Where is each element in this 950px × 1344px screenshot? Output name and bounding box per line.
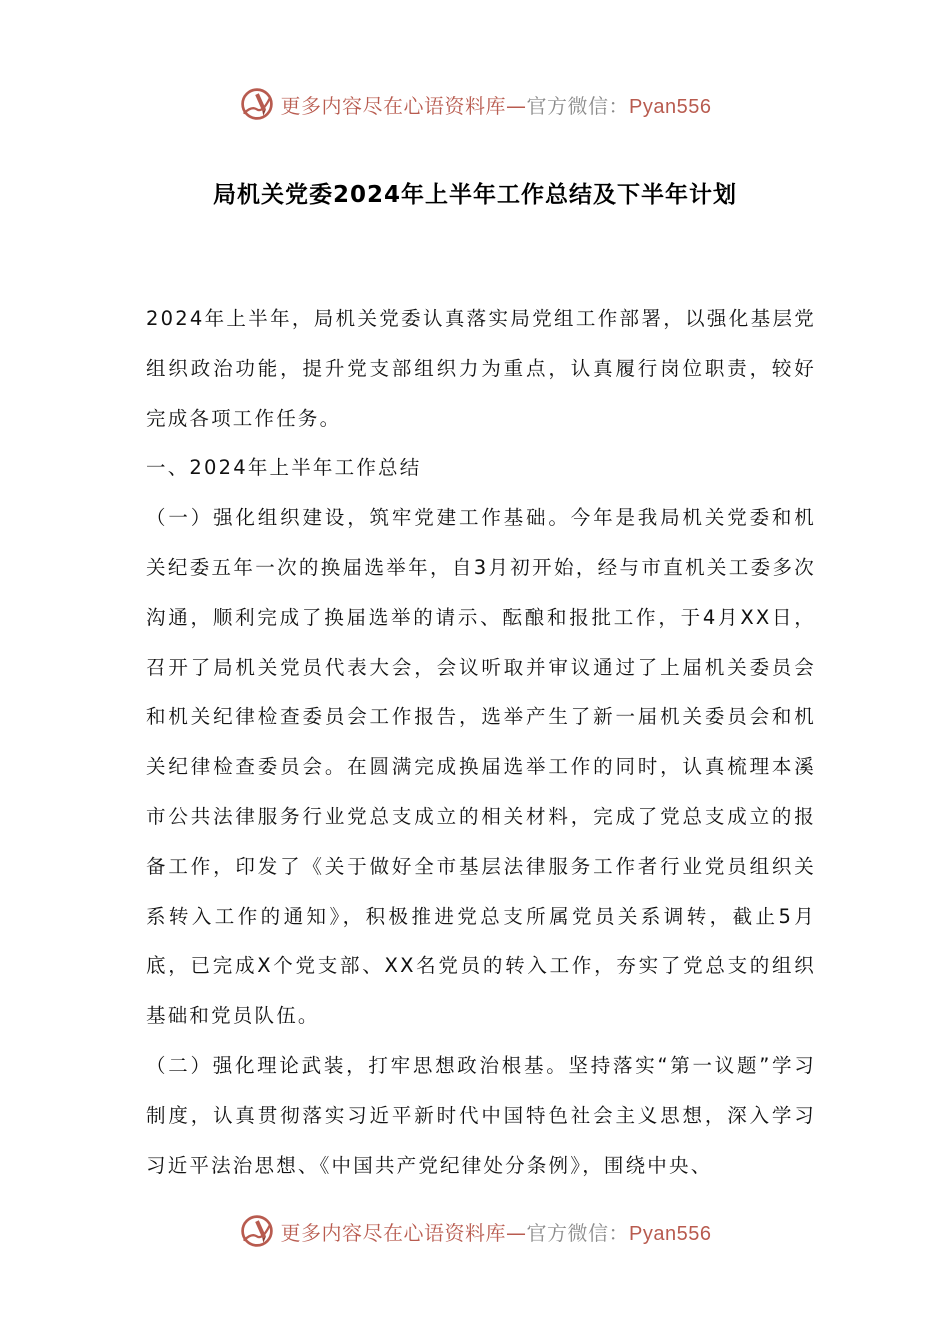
header-watermark-banner	[0, 84, 950, 124]
banner-main-text: 更多内容尽在心语资料库	[280, 93, 507, 118]
banner-wechat-label: 官方微信：	[526, 93, 630, 118]
banner-main-text: 更多内容尽在心语资料库	[280, 1220, 507, 1245]
section-heading: 一、2024年上半年工作总结	[146, 456, 422, 480]
banner-dash: —	[506, 1220, 527, 1245]
banner-wechat-id: Pyan556	[629, 95, 712, 118]
banner-wechat-label: 官方微信：	[526, 1220, 630, 1245]
document-body	[146, 294, 816, 1190]
banner-dash: —	[506, 93, 527, 118]
footer-watermark-banner	[0, 1211, 950, 1251]
paragraph-theory: （二）强化理论武装，打牢思想政治根基。坚持落实“第一议题”学习制度，认真贯彻落实习近平新时代中国特色社会主义思想，深入学习习近平法治思想、《中国共产党纪律处分条例》，围绕中央、	[146, 1053, 816, 1177]
pen-signature-logo-icon	[239, 86, 275, 122]
paragraph-intro: 2024年上半年，局机关党委认真落实局党组工作部署，以强化基层党组织政治功能，提升党支部组织力为重点，认真履行岗位职责，较好完成各项工作任务。	[146, 307, 816, 430]
banner-wechat-id: Pyan556	[629, 1222, 712, 1245]
document-title: 局机关党委2024年上半年工作总结及下半年计划	[212, 182, 737, 208]
paragraph-organization: （一）强化组织建设，筑牢党建工作基础。今年是我局机关党委和机关纪委五年一次的换届选举年，自3月初开始，经与市直机关工委多次沟通，顺利完成了换届选举的请示、酝酿和报批工作，于4月XX日，召开了局机关党员代表大会，会议听取并审议通过了上届机关委员会和机关纪律检查委员会工作报告，选举产生了新一届机关委员会和机关纪律检查委员会。在圆满完成换届选举工作的同时，认真梳理本溪市公共法律服务行业党总支成立的相关材料，完成了党总支成立的报备工作，印发了《关于做好全市基层法律服务工作者行业党员组织关系转入工作的通知》，积极推进党总支所属党员关系调转，截止5月底，已完成X个党支部、XX名党员的转入工作，夯实了党总支的组织基础和党员队伍。	[146, 506, 816, 1028]
pen-signature-logo-icon	[239, 1213, 275, 1249]
